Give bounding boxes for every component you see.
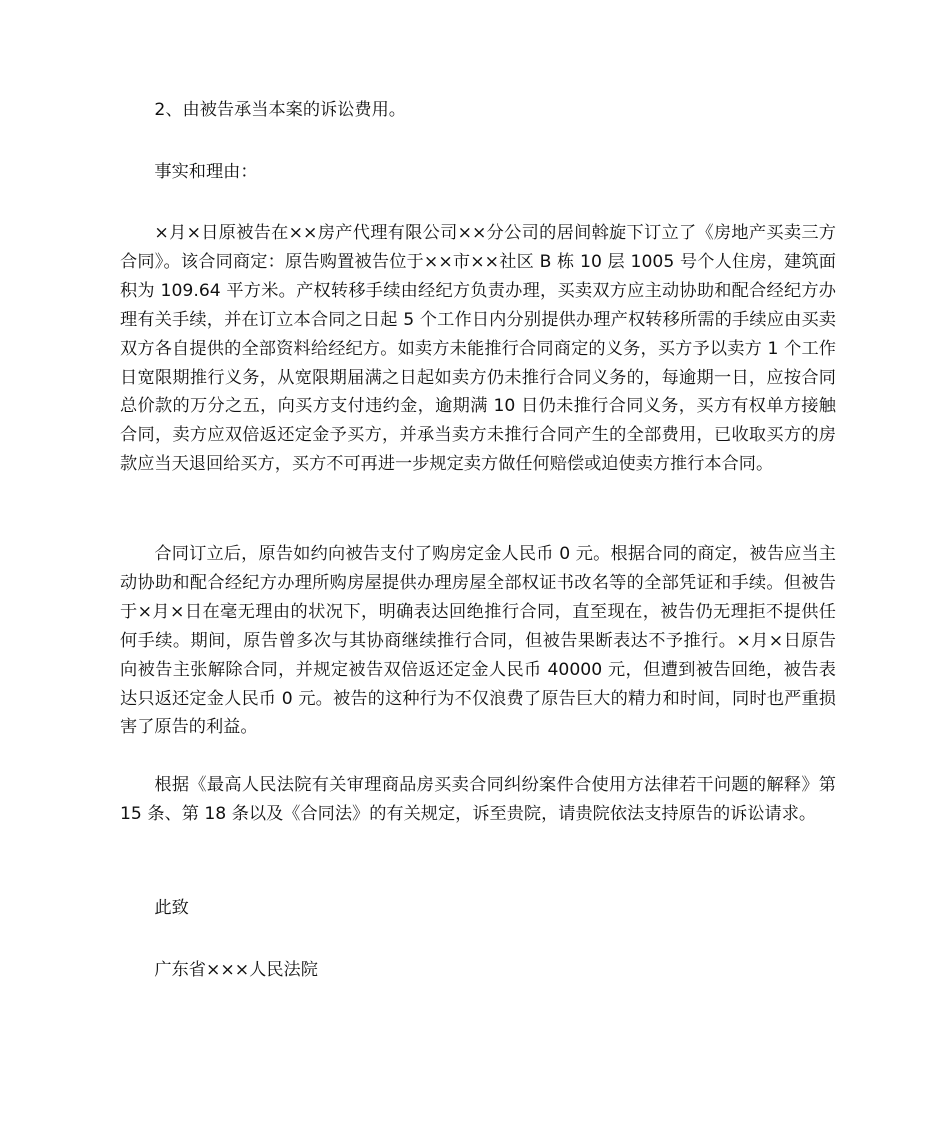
facts-heading: 事实和理由：	[154, 162, 258, 182]
court-addressee: 广东省×××人民法院	[154, 960, 318, 980]
after-signing-paragraph: 合同订立后，原告如约向被告支付了购房定金人民币 0 元。根据合同的商定，被告应当主动协助和配合经纪方办理所购房屋提供办理房屋全部权证书改名等的全部凭证和手续。但被告于×月×日在毫无理由的状况下，明确表达回绝推行合同，直至现在，被告仍无理拒不提供任何手续。期间，原告曾多次与其协商继续推行合同，但被告果断表达不予推行。×月×日原告向被告主张解除合同，并规定被告双倍返还定金人民币 40000 元，但遭到被告回绝，被告表达只返还定金人民币 0 元。被告的这种行为不仅浪费了原告巨大的精力和时间，同时也严重损害了原告的利益。	[120, 544, 836, 738]
greeting-line: 此致	[154, 898, 189, 918]
claim-item-2: 2、由被告承当本案的诉讼费用。	[154, 100, 406, 120]
contract-paragraph: ×月×日原被告在××房产代理有限公司××分公司的居间斡旋下订立了《房地产买卖三方合同》。该合同商定：原告购置被告位于××市××社区 B 栋 10 层 1005 号个人住房，建筑面积为 109.64 平方米。产权转移手续由经纪方负责办理，买卖双方应主动协助和配合经纪方办理有关手续，并在订立本合同之日起 5 个工作日内分别提供办理产权转移所需的手续应由买卖双方各自提供的全部资料给经纪方。如卖方未能推行合同商定的义务，买方予以卖方 1 个工作日宽限期推行义务，从宽限期届满之日起如卖方仍未推行合同义务的，每逾期一日，应按合同总价款的万分之五，向买方支付违约金，逾期满 10 日仍未推行合同义务，买方有权单方接触合同，卖方应双倍返还定金予买方，并承当卖方未推行合同产生的全部费用，已收取买方的房款应当天退回给买方，买方不可再进一步规定卖方做任何赔偿或迫使卖方推行本合同。	[120, 223, 836, 475]
legal-basis-paragraph: 根据《最高人民法院有关审理商品房买卖合同纠纷案件合使用方法律若干问题的解释》第 15 条、第 18 条以及《合同法》的有关规定，诉至贵院，请贵院依法支持原告的诉讼请求。	[120, 775, 842, 824]
